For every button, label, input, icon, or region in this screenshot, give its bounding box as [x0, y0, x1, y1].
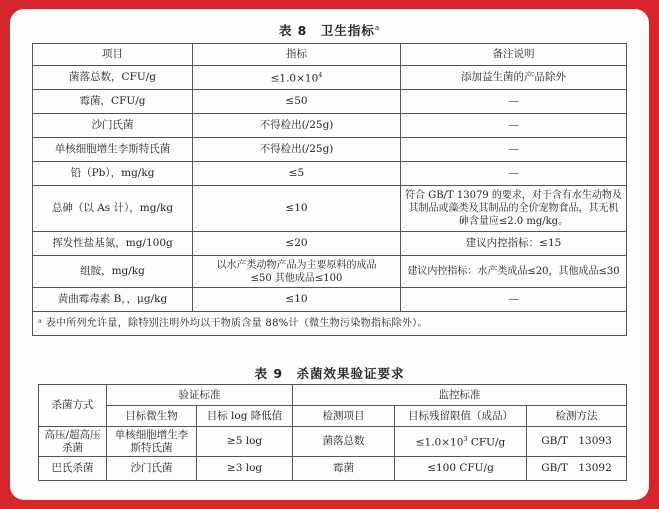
header-monitor-group: 监控标准: [293, 385, 627, 406]
table9-subheader-row: [39, 406, 627, 427]
row-note: —: [401, 288, 627, 312]
row-method: 高压/超高压杀菌: [39, 427, 107, 457]
row-microbe: 单核细胞增生李斯特氏菌: [107, 427, 197, 457]
header-test-item: 检测项目: [293, 406, 395, 427]
row-item: 黄曲霉毒素 B，，μg/kg: [33, 288, 193, 312]
row-note: —: [401, 162, 627, 186]
row-limit: ≤10: [193, 288, 401, 312]
table-row: [33, 186, 627, 232]
table-row: [33, 90, 627, 114]
row-note: —: [401, 138, 627, 162]
row-item: 霉菌，CFU/g: [33, 90, 193, 114]
header-residual-limit: 目标残留限值（成品）: [395, 406, 527, 427]
row-limit: ≤20: [193, 232, 401, 256]
header-log-reduction: 目标 log 降低值: [197, 406, 293, 427]
row-limit: ≤100 CFU/g: [395, 457, 527, 481]
row-test-method: GB/T 13093: [527, 427, 627, 457]
table-row: [33, 162, 627, 186]
row-item: 挥发性盐基氮，mg/100g: [33, 232, 193, 256]
table-row: [33, 138, 627, 162]
document-sheet: [10, 9, 649, 500]
row-limit: $\le 1.0\times 10^4$: [193, 66, 401, 90]
table-row: [33, 288, 627, 312]
row-note: —: [401, 90, 627, 114]
row-item: 总砷（以 As 计），mg/kg: [33, 186, 193, 232]
header-verify-group: 验证标准: [107, 385, 293, 406]
row-limit: $\le 1.0\times 10^3$ CFU/g: [395, 427, 527, 457]
row-limit: 不得检出(/25g): [193, 138, 401, 162]
header-limit: 指标: [193, 44, 401, 66]
header-target-microbe: 目标微生物: [107, 406, 197, 427]
table8-footnote-row: [33, 312, 627, 336]
table-row: [39, 427, 627, 457]
header-test-method: 检测方法: [527, 406, 627, 427]
row-microbe: 沙门氏菌: [107, 457, 197, 481]
row-item: 铅（Pb），mg/kg: [33, 162, 193, 186]
table8-title: 表 8 卫生指标$^a$: [278, 23, 381, 38]
header-note: 备注说明: [401, 44, 627, 66]
table9: [38, 384, 627, 481]
row-note: 建议内控指标：≤15: [401, 232, 627, 256]
row-limit: 以水产类动物产品为主要原料的成品≤50 其他成品≤100: [193, 256, 401, 288]
table8: [32, 43, 627, 336]
table-row: [33, 256, 627, 288]
row-log: ≥3 log: [197, 457, 293, 481]
row-test-item: 霉菌: [293, 457, 395, 481]
row-method: 巴氏杀菌: [39, 457, 107, 481]
row-limit: ≤5: [193, 162, 401, 186]
row-note: 符合 GB/T 13079 的要求，对于含有水生动物及其制品或藻类及其制品的全价宠物食品，其无机砷含量应≤2.0 mg/kg。: [401, 186, 627, 232]
table-row: [33, 114, 627, 138]
row-test-method: GB/T 13092: [527, 457, 627, 481]
row-item: 组胺，mg/kg: [33, 256, 193, 288]
row-item: 菌落总数，CFU/g: [33, 66, 193, 90]
row-note: —: [401, 114, 627, 138]
table-row: [33, 66, 627, 90]
header-item: 项目: [33, 44, 193, 66]
table9-title: 表 9 杀菌效果验证要求: [254, 366, 405, 381]
table9-group-row: [39, 385, 627, 406]
row-item: 沙门氏菌: [33, 114, 193, 138]
row-note: 建议内控指标：水产类成品≤20，其他成品≤30: [401, 256, 627, 288]
row-test-item: 菌落总数: [293, 427, 395, 457]
row-note: 添加益生菌的产品除外: [401, 66, 627, 90]
row-limit: 不得检出(/25g): [193, 114, 401, 138]
table-row: [33, 232, 627, 256]
row-item: 单核细胞增生李斯特氏菌: [33, 138, 193, 162]
table8-footnote: ᵃ 表中所列允许量，除特别注明外均以干物质含量 88%计（微生物污染物指标除外）。: [33, 312, 627, 336]
row-limit: ≤10: [193, 186, 401, 232]
row-limit: ≤50: [193, 90, 401, 114]
table-row: [39, 457, 627, 481]
header-method: 杀菌方式: [39, 385, 107, 427]
row-log: ≥5 log: [197, 427, 293, 457]
table8-header-row: [33, 44, 627, 66]
